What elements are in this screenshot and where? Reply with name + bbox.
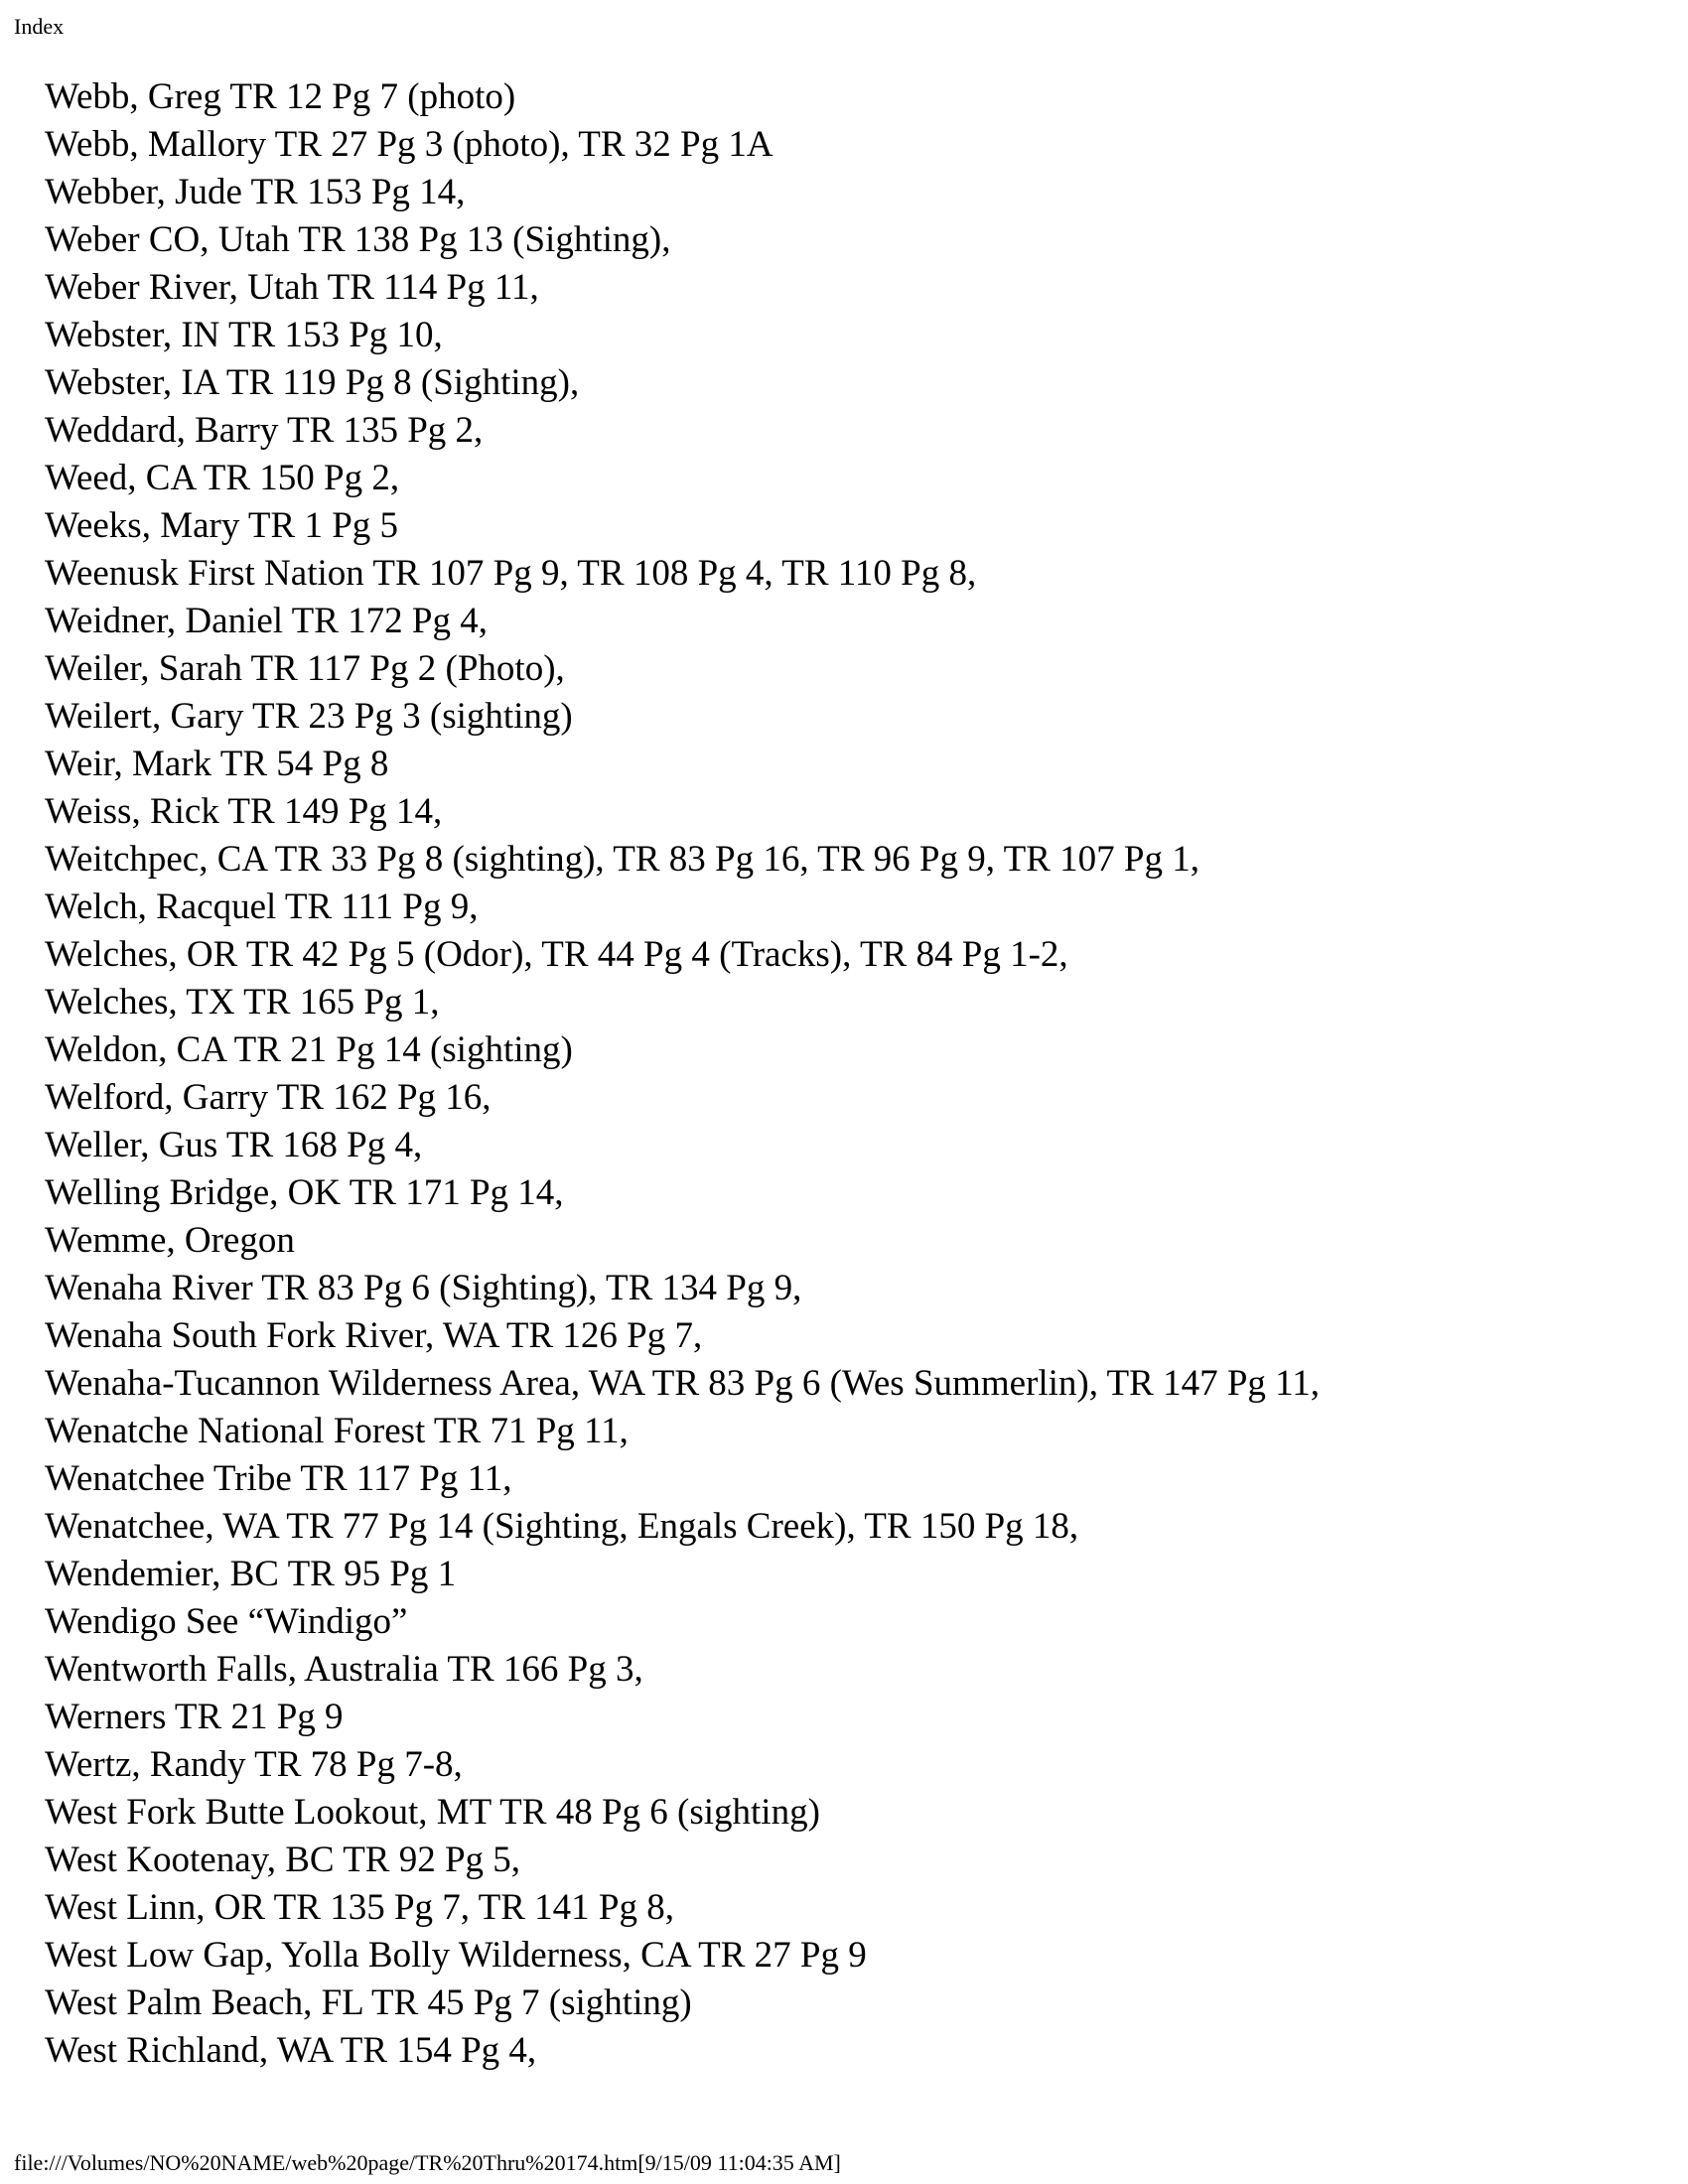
index-entry: Weidner, Daniel TR 172 Pg 4, — [45, 601, 488, 641]
index-entry: Wenaha-Tucannon Wilderness Area, WA TR 83 Pg 6 (Wes Summerlin), TR 147 Pg 11, — [45, 1363, 1321, 1404]
index-entry: Webster, IN TR 153 Pg 10, — [45, 315, 443, 355]
index-entry: Wenatchee Tribe TR 117 Pg 11, — [45, 1458, 512, 1499]
index-entry: Weenusk First Nation TR 107 Pg 9, TR 108 Pg 4, TR 110 Pg 8, — [45, 553, 977, 594]
index-entry: West Richland, WA TR 154 Pg 4, — [45, 2030, 537, 2071]
index-entry: Weiler, Sarah TR 117 Pg 2 (Photo), — [45, 648, 565, 689]
index-entry: West Palm Beach, FL TR 45 Pg 7 (sighting) — [45, 1982, 692, 2023]
index-entry: Weir, Mark TR 54 Pg 8 — [45, 744, 389, 784]
index-entry: Welling Bridge, OK TR 171 Pg 14, — [45, 1172, 564, 1213]
index-entry: Welches, TX TR 165 Pg 1, — [45, 982, 440, 1023]
index-entry: Wendigo See “Windigo” — [45, 1601, 408, 1642]
index-entry: Welches, OR TR 42 Pg 5 (Odor), TR 44 Pg 4 (Tracks), TR 84 Pg 1-2, — [45, 934, 1068, 975]
index-entry: Weitchpec, CA TR 33 Pg 8 (sighting), TR 83 Pg 16, TR 96 Pg 9, TR 107 Pg 1, — [45, 839, 1199, 880]
index-entry: Welford, Garry TR 162 Pg 16, — [45, 1077, 492, 1118]
index-entry: West Kootenay, BC TR 92 Pg 5, — [45, 1840, 521, 1880]
index-entry: West Fork Butte Lookout, MT TR 48 Pg 6 (sighting) — [45, 1792, 820, 1833]
index-list — [45, 73, 1320, 2075]
index-entry: Weiss, Rick TR 149 Pg 14, — [45, 791, 443, 832]
index-entry: Weber CO, Utah TR 138 Pg 13 (Sighting), — [45, 219, 671, 260]
index-entry: Weldon, CA TR 21 Pg 14 (sighting) — [45, 1029, 573, 1070]
index-entry: Wentworth Falls, Australia TR 166 Pg 3, — [45, 1649, 643, 1690]
index-entry: Webber, Jude TR 153 Pg 14, — [45, 172, 466, 212]
index-entry: Wenaha River TR 83 Pg 6 (Sighting), TR 134 Pg 9, — [45, 1268, 802, 1308]
file-path-footer: file:///Volumes/NO%20NAME/web%20page/TR%20Thru%20174.htm[9/15/09 11:04:35 AM] — [14, 2150, 841, 2175]
index-entry: Wemme, Oregon — [45, 1220, 295, 1261]
page-title: Index — [14, 14, 65, 39]
index-entry: Weed, CA TR 150 Pg 2, — [45, 458, 400, 498]
index-entry: Weeks, Mary TR 1 Pg 5 — [45, 505, 399, 546]
index-entry: Weber River, Utah TR 114 Pg 11, — [45, 267, 539, 308]
index-entry: Weilert, Gary TR 23 Pg 3 (sighting) — [45, 696, 573, 737]
index-entry: Webb, Mallory TR 27 Pg 3 (photo), TR 32 Pg 1A — [45, 124, 774, 165]
index-entry: Wenaha South Fork River, WA TR 126 Pg 7, — [45, 1315, 703, 1356]
index-entry: West Low Gap, Yolla Bolly Wilderness, CA TR 27 Pg 9 — [45, 1935, 867, 1976]
index-entry: Wenatche National Forest TR 71 Pg 11, — [45, 1411, 629, 1451]
index-entry: Welch, Racquel TR 111 Pg 9, — [45, 887, 479, 927]
index-entry: Wendemier, BC TR 95 Pg 1 — [45, 1554, 457, 1594]
index-entry: Weddard, Barry TR 135 Pg 2, — [45, 410, 484, 451]
index-entry: Wenatchee, WA TR 77 Pg 14 (Sighting, Engals Creek), TR 150 Pg 18, — [45, 1506, 1079, 1547]
index-entry: Wertz, Randy TR 78 Pg 7-8, — [45, 1744, 463, 1785]
index-entry: Werners TR 21 Pg 9 — [45, 1697, 344, 1737]
index-entry: Weller, Gus TR 168 Pg 4, — [45, 1125, 423, 1165]
index-entry: Webb, Greg TR 12 Pg 7 (photo) — [45, 76, 516, 117]
index-entry: Webster, IA TR 119 Pg 8 (Sighting), — [45, 362, 580, 403]
index-entry: West Linn, OR TR 135 Pg 7, TR 141 Pg 8, — [45, 1887, 674, 1928]
